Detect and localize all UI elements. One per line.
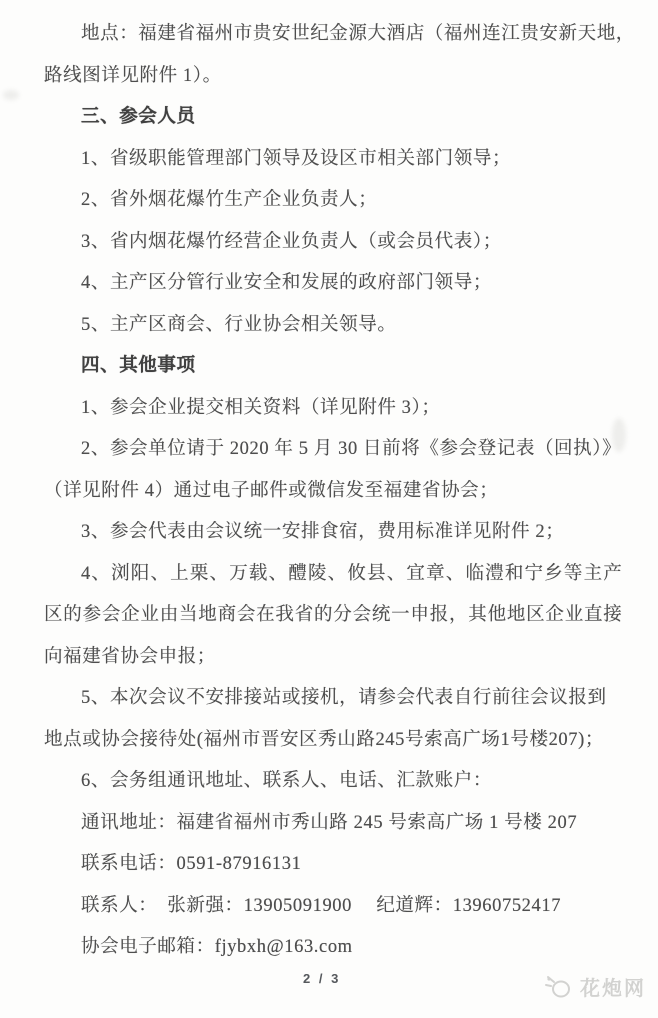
section-heading: 四、其他事项 xyxy=(81,356,196,376)
document-line: 路线图详见附件 1）。 xyxy=(44,65,222,86)
section-heading: 三、参会人员 xyxy=(81,107,196,127)
document-body xyxy=(44,14,635,969)
document-line: 协会电子邮箱：fjybxh@163.com xyxy=(81,937,353,957)
document-line: 5、主产区商会、行业协会相关领导。 xyxy=(81,314,397,335)
document-line: 4、浏阳、上栗、万载、醴陵、攸县、宜章、临澧和宁乡等主产 xyxy=(81,563,622,584)
page-number: 2 / 3 xyxy=(303,971,341,986)
document-line: 3、参会代表由会议统一安排食宿，费用标准详见附件 2； xyxy=(81,522,565,542)
document-line: 联系人： 张新强：13905091900 纪道辉：13960752417 xyxy=(81,895,562,916)
document-line: 2、参会单位请于 2020 年 5 月 30 日前将《参会登记表（回执）》 xyxy=(81,439,622,459)
document-line: 地点或协会接待处(福州市晋安区秀山路245号索高广场1号楼207)； xyxy=(44,729,604,750)
document-line: 地点：福建省福州市贵安世纪金源大酒店（福州连江贵安新天地， xyxy=(81,24,635,44)
document-line: 2、省外烟花爆竹生产企业负责人； xyxy=(81,190,378,210)
document-line: 1、参会企业提交相关资料（详见附件 3）； xyxy=(81,397,441,418)
scan-artifact xyxy=(3,90,19,100)
document-line: 6、会务组通讯地址、联系人、电话、汇款账户： xyxy=(81,771,492,791)
document-line: 联系电话：0591-87916131 xyxy=(81,854,302,874)
document-line: 4、主产区分管行业安全和发展的政府部门领导； xyxy=(81,273,492,293)
document-line: 3、省内烟花爆竹经营企业负责人（或会员代表）； xyxy=(81,231,502,252)
document-line: （详见附件 4）通过电子邮件或微信发至福建省协会； xyxy=(44,480,499,501)
document-line: 5、本次会议不安排接站或接机，请参会代表自行前往会议报到 xyxy=(81,688,607,708)
document-line: 通讯地址：福建省福州市秀山路 245 号索高广场 1 号楼 207 xyxy=(81,812,578,833)
document-line: 向福建省协会申报； xyxy=(44,646,216,667)
huapao-mascot-icon xyxy=(544,974,574,1000)
watermark-label: 花炮网 xyxy=(580,978,646,1000)
document-line: 1、省级职能管理部门领导及设区市相关部门领导； xyxy=(81,148,512,169)
watermark xyxy=(544,972,646,1001)
document-line: 区的参会企业由当地商会在我省的分会统一申报，其他地区企业直接 xyxy=(44,605,622,625)
